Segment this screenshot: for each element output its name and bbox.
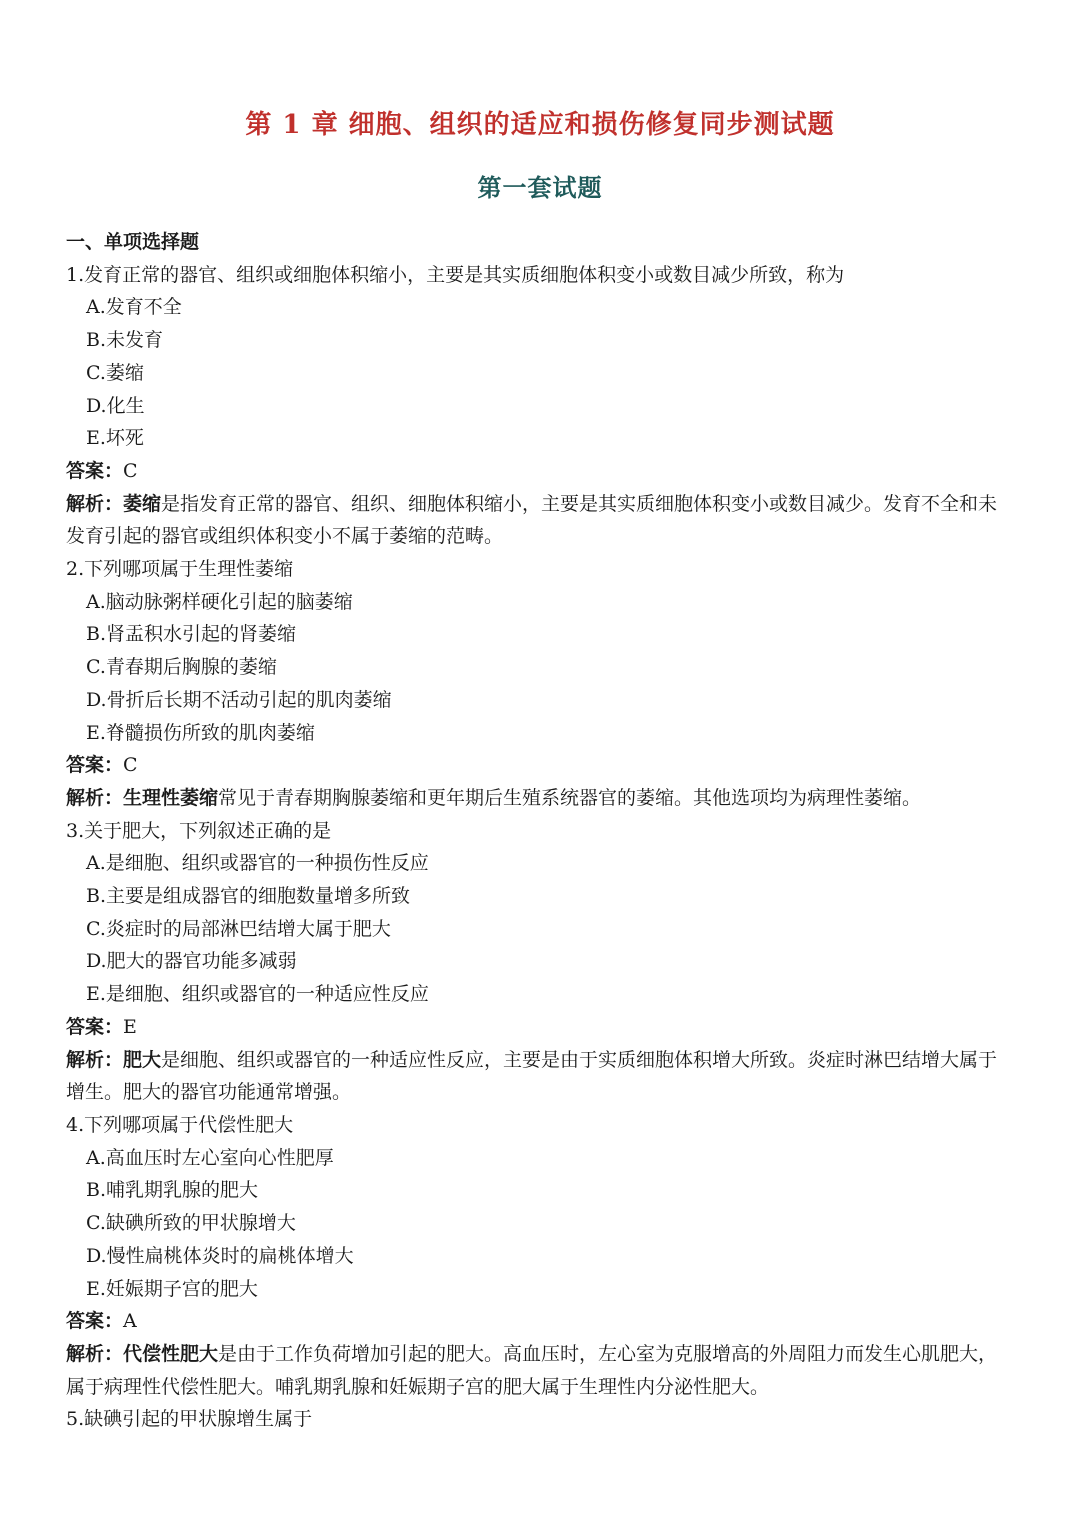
option-d: D.化生 [86,394,145,417]
option-c: C.缺碘所致的甲状腺增大 [86,1212,296,1235]
analysis-paragraph [66,782,1010,815]
option-c: C.炎症时的局部淋巴结增大属于肥大 [86,917,391,940]
option-a: A.是细胞、组织或器官的一种损伤性反应 [86,852,429,875]
option-e: E.坏死 [86,427,144,450]
analysis-keyword: 代偿性肥大 [123,1342,219,1365]
analysis-label: 解析： [66,1048,124,1071]
answer-value: E [123,1015,137,1038]
answer-value: C [123,754,138,777]
exam-set-title: 第一套试题 [477,173,603,202]
question-list [66,226,1010,1436]
option-c: C.萎缩 [86,361,144,384]
answer-value: C [123,459,138,482]
option-d: D.慢性扁桃体炎时的扁桃体增大 [86,1244,354,1267]
answer-label: 答案： [66,459,124,482]
answer-line [66,1305,1010,1338]
option-b: B.未发育 [86,329,164,352]
analysis-text: 是由于工作负荷增加引起的肥大。高血压时，左心室为克服增高的外周阻力而发生心肌肥大，属于病理性代偿性肥大。哺乳期乳腺和妊娠期子宫的肥大属于生理性内分泌性肥大。 [66,1342,998,1398]
option-a: A.高血压时左心室向心性肥厚 [86,1146,334,1169]
question-stem: 3.关于肥大，下列叙述正确的是 [66,819,332,842]
answer-label: 答案： [66,1015,124,1038]
analysis-label: 解析： [66,1342,124,1365]
option-a: A.脑动脉粥样硬化引起的脑萎缩 [86,590,353,613]
option-e: E.妊娠期子宫的肥大 [86,1277,258,1300]
question-stem: 5.缺碘引起的甲状腺增生属于 [66,1408,313,1431]
option-d: D.骨折后长期不活动引起的肌肉萎缩 [86,688,392,711]
analysis-label: 解析： [66,786,124,809]
option-c: C.青春期后胸腺的萎缩 [86,656,277,679]
analysis-keyword: 生理性萎缩 [123,786,219,809]
analysis-keyword: 萎缩 [123,492,162,515]
answer-line [66,749,1010,782]
analysis-paragraph [66,1044,1010,1109]
option-a: A.发育不全 [86,296,182,319]
answer-value: A [123,1310,137,1333]
analysis-text: 是细胞、组织或器官的一种适应性反应，主要是由于实质细胞体积增大所致。炎症时淋巴结增大属于增生。肥大的器官功能通常增强。 [66,1048,998,1104]
analysis-text: 是指发育正常的器官、组织、细胞体积缩小，主要是其实质细胞体积变小或数目减少。发育不全和未发育引起的器官或组织体积变小不属于萎缩的范畴。 [66,492,998,548]
section-heading: 一、单项选择题 [66,231,200,253]
question-stem: 4.下列哪项属于代偿性肥大 [66,1113,294,1136]
answer-label: 答案： [66,1310,124,1333]
analysis-keyword: 肥大 [123,1048,162,1071]
chapter-title: 第 1 章 细胞、组织的适应和损伤修复同步测试题 [245,110,835,140]
answer-line [66,455,1010,488]
analysis-paragraph [66,488,1010,553]
answer-line [66,1011,1010,1044]
analysis-label: 解析： [66,492,124,515]
analysis-paragraph [66,1338,1010,1403]
question-stem: 2.下列哪项属于生理性萎缩 [66,558,294,581]
option-d: D.肥大的器官功能多减弱 [86,950,297,973]
option-b: B.哺乳期乳腺的肥大 [86,1179,259,1202]
option-e: E.是细胞、组织或器官的一种适应性反应 [86,983,429,1006]
answer-label: 答案： [66,754,124,777]
option-b: B.主要是组成器官的细胞数量增多所致 [86,885,411,908]
option-e: E.脊髓损伤所致的肌肉萎缩 [86,721,315,744]
analysis-text: 常见于青春期胸腺萎缩和更年期后生殖系统器官的萎缩。其他选项均为病理性萎缩。 [218,786,922,809]
question-stem: 1.发育正常的器官、组织或细胞体积缩小，主要是其实质细胞体积变小或数目减少所致，称为 [66,263,845,286]
option-b: B.肾盂积水引起的肾萎缩 [86,623,297,646]
